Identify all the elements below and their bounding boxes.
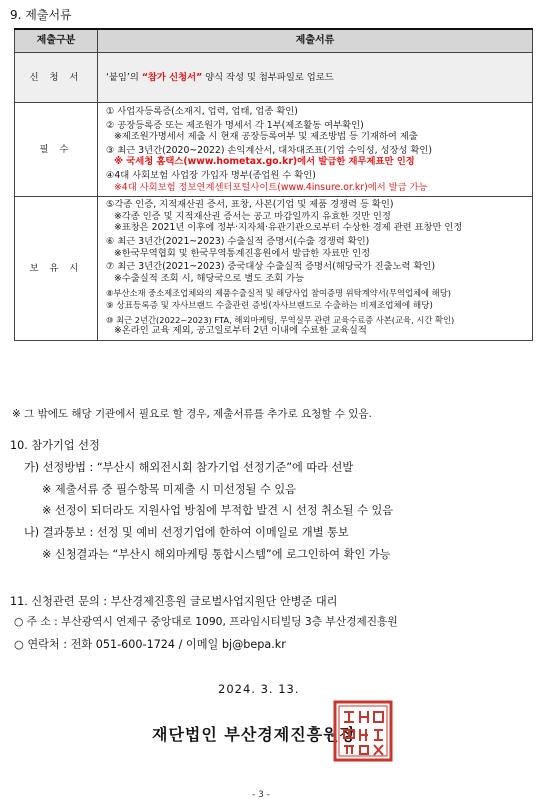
table-row-required <box>15 103 533 197</box>
required-note-red: ※4대 사회보험 정보연계센터포털사이트(www.4insure.or.kr)에서 발급 가능 <box>114 181 428 193</box>
selection-note: ※ 선정이 되더라도 지원사업 방침에 부적합 발견 시 선정 취소될 수 있음 <box>42 504 394 517</box>
result-note: ※ 신청결과는 “부산시 해외마케팅 통합시스템”에 로그인하여 확인 가능 <box>42 548 391 561</box>
optional-note: ※표창은 2021년 이후에 정부·지자체·유관기관으로부터 수상한 경제 관련 표창만 인정 <box>114 222 463 234</box>
optional-note: ※한국무역협회 및 한국무역통계진흥원에서 발급한 자료만 인정 <box>114 247 371 259</box>
table-row-optional <box>15 197 533 340</box>
header-category: 제출구분 <box>15 29 98 53</box>
optional-note: ※수출실적 조회 시, 해당국으로 별도 조회 가능 <box>114 272 305 284</box>
row-content-application <box>98 53 533 103</box>
organization-name: 재단법인 부산경제진흥원장 <box>152 725 357 744</box>
required-note: ※제조원가명세서 제출 시 현재 공장등록여부 및 제조방법 등 기재하여 제출 <box>114 131 418 143</box>
contact-address: ○ 주 소 : 부산광역시 연제구 중앙대로 1090, 프라임시티빌딩 3층 부산경제진흥원 <box>14 615 398 628</box>
table-row-application <box>15 53 533 103</box>
contact-phone-email: ○ 연락처 : 전화 051-600-1724 / 이메일 bj@bepa.kr <box>14 638 286 651</box>
header-documents: 제출서류 <box>98 29 533 53</box>
documents-table <box>14 28 533 341</box>
row-content-required <box>98 103 533 197</box>
selection-note: ※ 제출서류 중 필수항목 미제출 시 미선정될 수 있음 <box>42 483 296 496</box>
optional-item: ⑩ 최근 2년간(2022~2023) FTA, 해외마케팅, 무역실무 관련 교육수료증 사본(교육, 시간 확인) <box>106 314 455 325</box>
required-item: ① 사업자등록증(소재지, 업력, 업태, 업종 확인) <box>106 106 298 117</box>
footnote: ※ 그 밖에도 해당 기관에서 필요로 할 경우, 제출서류를 추가로 요청할 수 있음. <box>12 408 372 420</box>
required-item: ④4대 사회보험 사업장 가입자 명부(종업원 수 확인) <box>106 170 316 182</box>
optional-item: ⑧부산소재 중소제조업체와의 제품수출실적 및 해당사업 참여증명 위탁계약서(무역업체에 해당) <box>106 287 451 298</box>
selection-method: 가) 선정방법 : “부산시 해외전시회 참가기업 선정기준”에 따라 선발 <box>24 461 354 474</box>
page-number: - 3 - <box>252 790 270 800</box>
table-header-row <box>15 29 533 53</box>
apply-text-b: 양식 작성 및 첨부파일로 업로드 <box>202 71 334 83</box>
row-label-application: 신 청 서 <box>15 53 98 103</box>
optional-item: ⑨ 상표등록증 및 자사브랜드 수출관련 증빙(자사브랜드로 수출하는 비제조업체에 해당) <box>106 300 433 311</box>
section-10-title: 10. 참가기업 선정 <box>10 439 100 452</box>
optional-note: ※각종 인증 및 지적재산권 증서는 공고 마감일까지 유효한 것만 인정 <box>114 210 391 222</box>
section-11-title: 11. 신청관련 문의 : 부산경제진흥원 글로벌사업지원단 안병준 대리 <box>10 595 338 608</box>
optional-item: ⑥ 최근 3년간(2021~2023) 수출실적 증명서(수출 경쟁력 확인) <box>106 236 370 248</box>
row-label-required: 필 수 <box>15 103 98 197</box>
required-item: ② 공장등록증 또는 제조원가 명세서 각 1부(제조활동 여부확인) <box>106 119 364 131</box>
apply-text-a: ‘붙임’의 <box>106 71 142 83</box>
required-note-red: ※ 국세청 홈택스(www.hometax.go.kr)에서 발급한 재무제표만 인정 <box>114 156 415 168</box>
optional-note: ※온라인 교육 제외, 공고일로부터 2년 이내에 수료한 교육실적 <box>114 324 367 336</box>
optional-item: ⑤각종 인증, 지적재산권 증서, 표창, 사본(기업 및 제품 경쟁력 등 확인) <box>106 199 394 211</box>
section-9-title: 9. 제출서류 <box>10 8 72 22</box>
row-label-optional: 보 유 시 <box>15 197 98 340</box>
apply-form-name: “참가 신청서” <box>141 71 203 83</box>
required-item: ③ 최근 3년간(2020~2022) 손익계산서, 대차대조표(기업 수익성, 성장성 확인) <box>106 144 433 156</box>
document-date: 2024. 3. 13. <box>218 682 300 696</box>
optional-item: ⑦ 최근 3년간(2021~2023) 중국대상 수출실적 증명서(해당국가 진출노력 확인) <box>106 261 436 273</box>
row-content-optional <box>98 197 533 340</box>
official-seal-icon <box>333 700 393 762</box>
result-notice: 나) 결과통보 : 선정 및 예비 선정기업에 한하여 이메일로 개별 통보 <box>24 526 349 539</box>
